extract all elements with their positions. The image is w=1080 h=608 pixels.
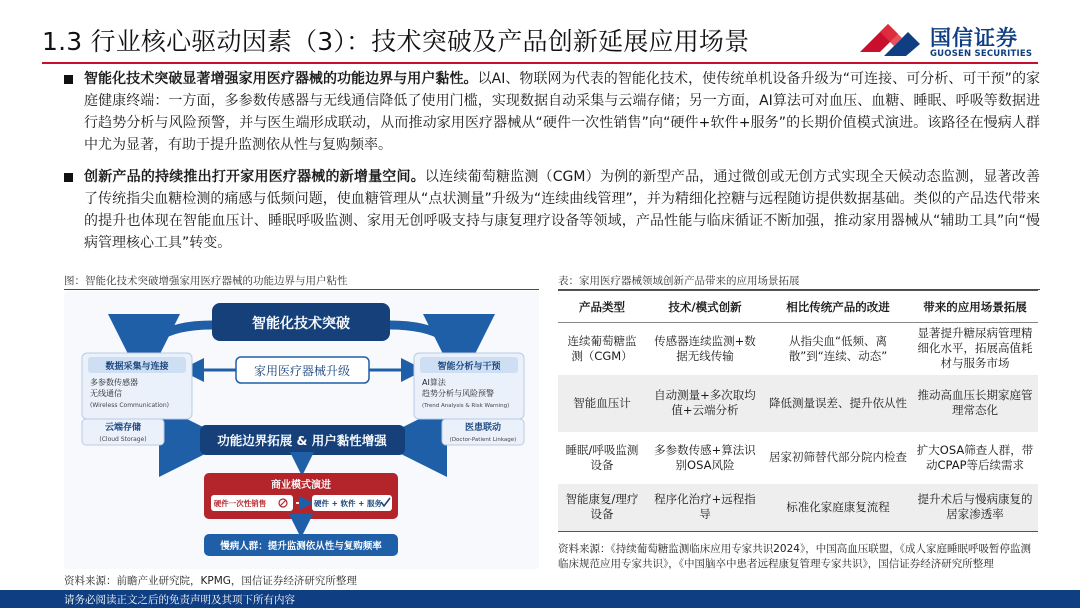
footer-bar	[0, 590, 1080, 608]
banner-text: 功能边界拓展 & 用户黏性增强	[217, 433, 387, 448]
bullet-lead: 创新产品的持续推出打开家用医疗器械的新增量空间。	[84, 169, 425, 185]
table-header-cell: 带来的应用场景拓展	[912, 291, 1038, 323]
table-header-cell: 相比传统产品的改进	[764, 291, 912, 323]
right-box-line1: AI算法	[422, 378, 446, 387]
left-box-line1: 多参数传感器	[90, 378, 138, 387]
bullet-item	[64, 166, 1040, 254]
bullet-list	[64, 68, 1040, 254]
figure-caption: 图：智能化技术突破增强家用医疗器械的功能边界与用户粘性	[64, 275, 348, 287]
diagram-svg	[64, 291, 539, 569]
top-title-text: 智能化技术突破	[252, 316, 350, 332]
diagram-panel	[64, 291, 539, 569]
table-cell: 智能康复/理疗设备	[558, 484, 646, 532]
page-title: 1.3 行业核心驱动因素（3）：技术突破及产品创新延展应用场景	[42, 27, 750, 56]
logo-en-text: GUOSEN SECURITIES	[930, 49, 1033, 59]
table-cell: 传感器连续监测+数据无线传输	[646, 323, 764, 375]
table-cell: 睡眠/呼吸监测设备	[558, 432, 646, 484]
table-cell: 自动测量+多次取均值+云端分析	[646, 375, 764, 432]
logo-cn-text: 国信证券	[930, 26, 1018, 50]
table-cell: 扩大OSA筛查人群，带动CPAP等后续需求	[912, 432, 1038, 484]
table-header-cell: 技术/模式创新	[646, 291, 764, 323]
table-row	[558, 375, 1038, 432]
guosen-logo	[858, 20, 1048, 62]
left-box-title: 数据采集与连接	[105, 362, 169, 372]
business-title: 商业模式演进	[271, 480, 331, 491]
bullet-square-icon	[64, 173, 73, 182]
table-cell: 居家初筛替代部分院内检查	[764, 432, 912, 484]
table-header-cell: 产品类型	[558, 291, 646, 323]
page-header	[0, 0, 1080, 62]
bullet-item	[64, 68, 1040, 156]
left-small-title: 云端存储	[104, 423, 142, 433]
table-row	[558, 484, 1038, 532]
table-cell: 连续葡萄糖监测（CGM）	[558, 323, 646, 375]
right-box-title: 智能分析与干预	[437, 362, 501, 372]
figure-source: 资料来源：前瞻产业研究院，KPMG，国信证券经济研究所整理	[64, 575, 357, 587]
business-to-text: 硬件 + 软件 + 服务	[313, 499, 383, 508]
business-from-text: 硬件一次性销售	[213, 499, 267, 508]
table-source: 资料来源：《持续葡萄糖监测临床应用专家共识2024》，中国高血压联盟，《成人家庭睡眠呼吸暂停监测临床规范应用专家共识》，《中国脑卒中患者远程康复管理专家共识》，国信证券经济研究所整理	[558, 543, 1031, 570]
header-rule	[42, 62, 1038, 64]
bullet-square-icon	[64, 75, 73, 84]
left-box-line2: 无线通信	[90, 389, 122, 398]
bullet-lead: 智能化技术突破显著增强家用医疗器械的功能边界与用户黏性。	[84, 71, 478, 87]
left-box-line3: (Wireless Communication)	[90, 402, 169, 409]
table-caption: 表：家用医疗器械领域创新产品带来的应用场景拓展	[558, 275, 800, 287]
table-cell: 标准化家庭康复流程	[764, 484, 912, 532]
figure-caption-rule	[64, 289, 539, 290]
table-cell: 降低测量误差、提升依从性	[764, 375, 912, 432]
footer-disclaimer: 请务必阅读正文之后的免责声明及其项下所有内容	[64, 594, 295, 606]
table-cell: 推动高血压长期家庭管理常态化	[912, 375, 1038, 432]
scenario-table	[558, 290, 1038, 532]
right-box-line3: (Trend Analysis & Risk Warning)	[422, 403, 510, 409]
right-box-line2: 趋势分析与风险预警	[422, 389, 494, 398]
table-cell: 提升术后与慢病康复的居家渗透率	[912, 484, 1038, 532]
table-row	[558, 432, 1038, 484]
center-text: 家用医疗器械升级	[253, 364, 351, 378]
right-small-sub: (Doctor-Patient Linkage)	[449, 437, 517, 443]
table-cell: 从指尖血“低频、离散”到“连续、动态”	[764, 323, 912, 375]
right-small-title: 医患联动	[464, 423, 502, 433]
table-cell: 智能血压计	[558, 375, 646, 432]
table-cell: 多参数传感+算法识别OSA风险	[646, 432, 764, 484]
table-cell: 显著提升糖尿病管理精细化水平，拓展高值耗材与服务市场	[912, 323, 1038, 375]
left-small-sub: (Cloud Storage)	[99, 436, 147, 443]
bullet-body: 以AI、物联网为代表的智能化技术，使传统单机设备升级为“可连接、可分析、可干预”的家庭健康终端：一方面，多参数传感器与无线通信降低了使用门槛，实现数据自动采集与云端存储；另一方面，AI算法可对血压、血糖、睡眠、呼吸等数据进行趋势分析与风险预警，并与医生端形成联动，从而推动家用医疗器械从“硬件一次性销售”向“硬件+软件+服务”的长期价值模式演进。该路径在慢病人群中尤为显著，有助于提升监测依从性与复购频率。	[84, 71, 1040, 153]
bottom-text: 慢病人群：提升监测依从性与复购频率	[220, 541, 382, 552]
bullet-body: 以连续葡萄糖监测（CGM）为例的新型产品，通过微创或无创方式实现全天候动态监测，显著改善了传统指尖血糖检测的痛感与低频问题，使血糖管理从“点状测量”升级为“连续曲线管理”，并为精细化控糖与远程随访提供数据基础。类似的产品迭代带来的提升也体现在智能血压计、睡眠呼吸监测、家用无创呼吸支持与康复理疗设备等领域，产品性能与临床循证不断加强，推动家用器械从“辅助工具”向“慢病管理核心工具”转变。	[84, 169, 1041, 251]
table-header-row	[558, 291, 1038, 323]
table-row	[558, 323, 1038, 375]
guosen-logo-icon	[858, 20, 922, 60]
table-cell: 程序化治疗+远程指导	[646, 484, 764, 532]
